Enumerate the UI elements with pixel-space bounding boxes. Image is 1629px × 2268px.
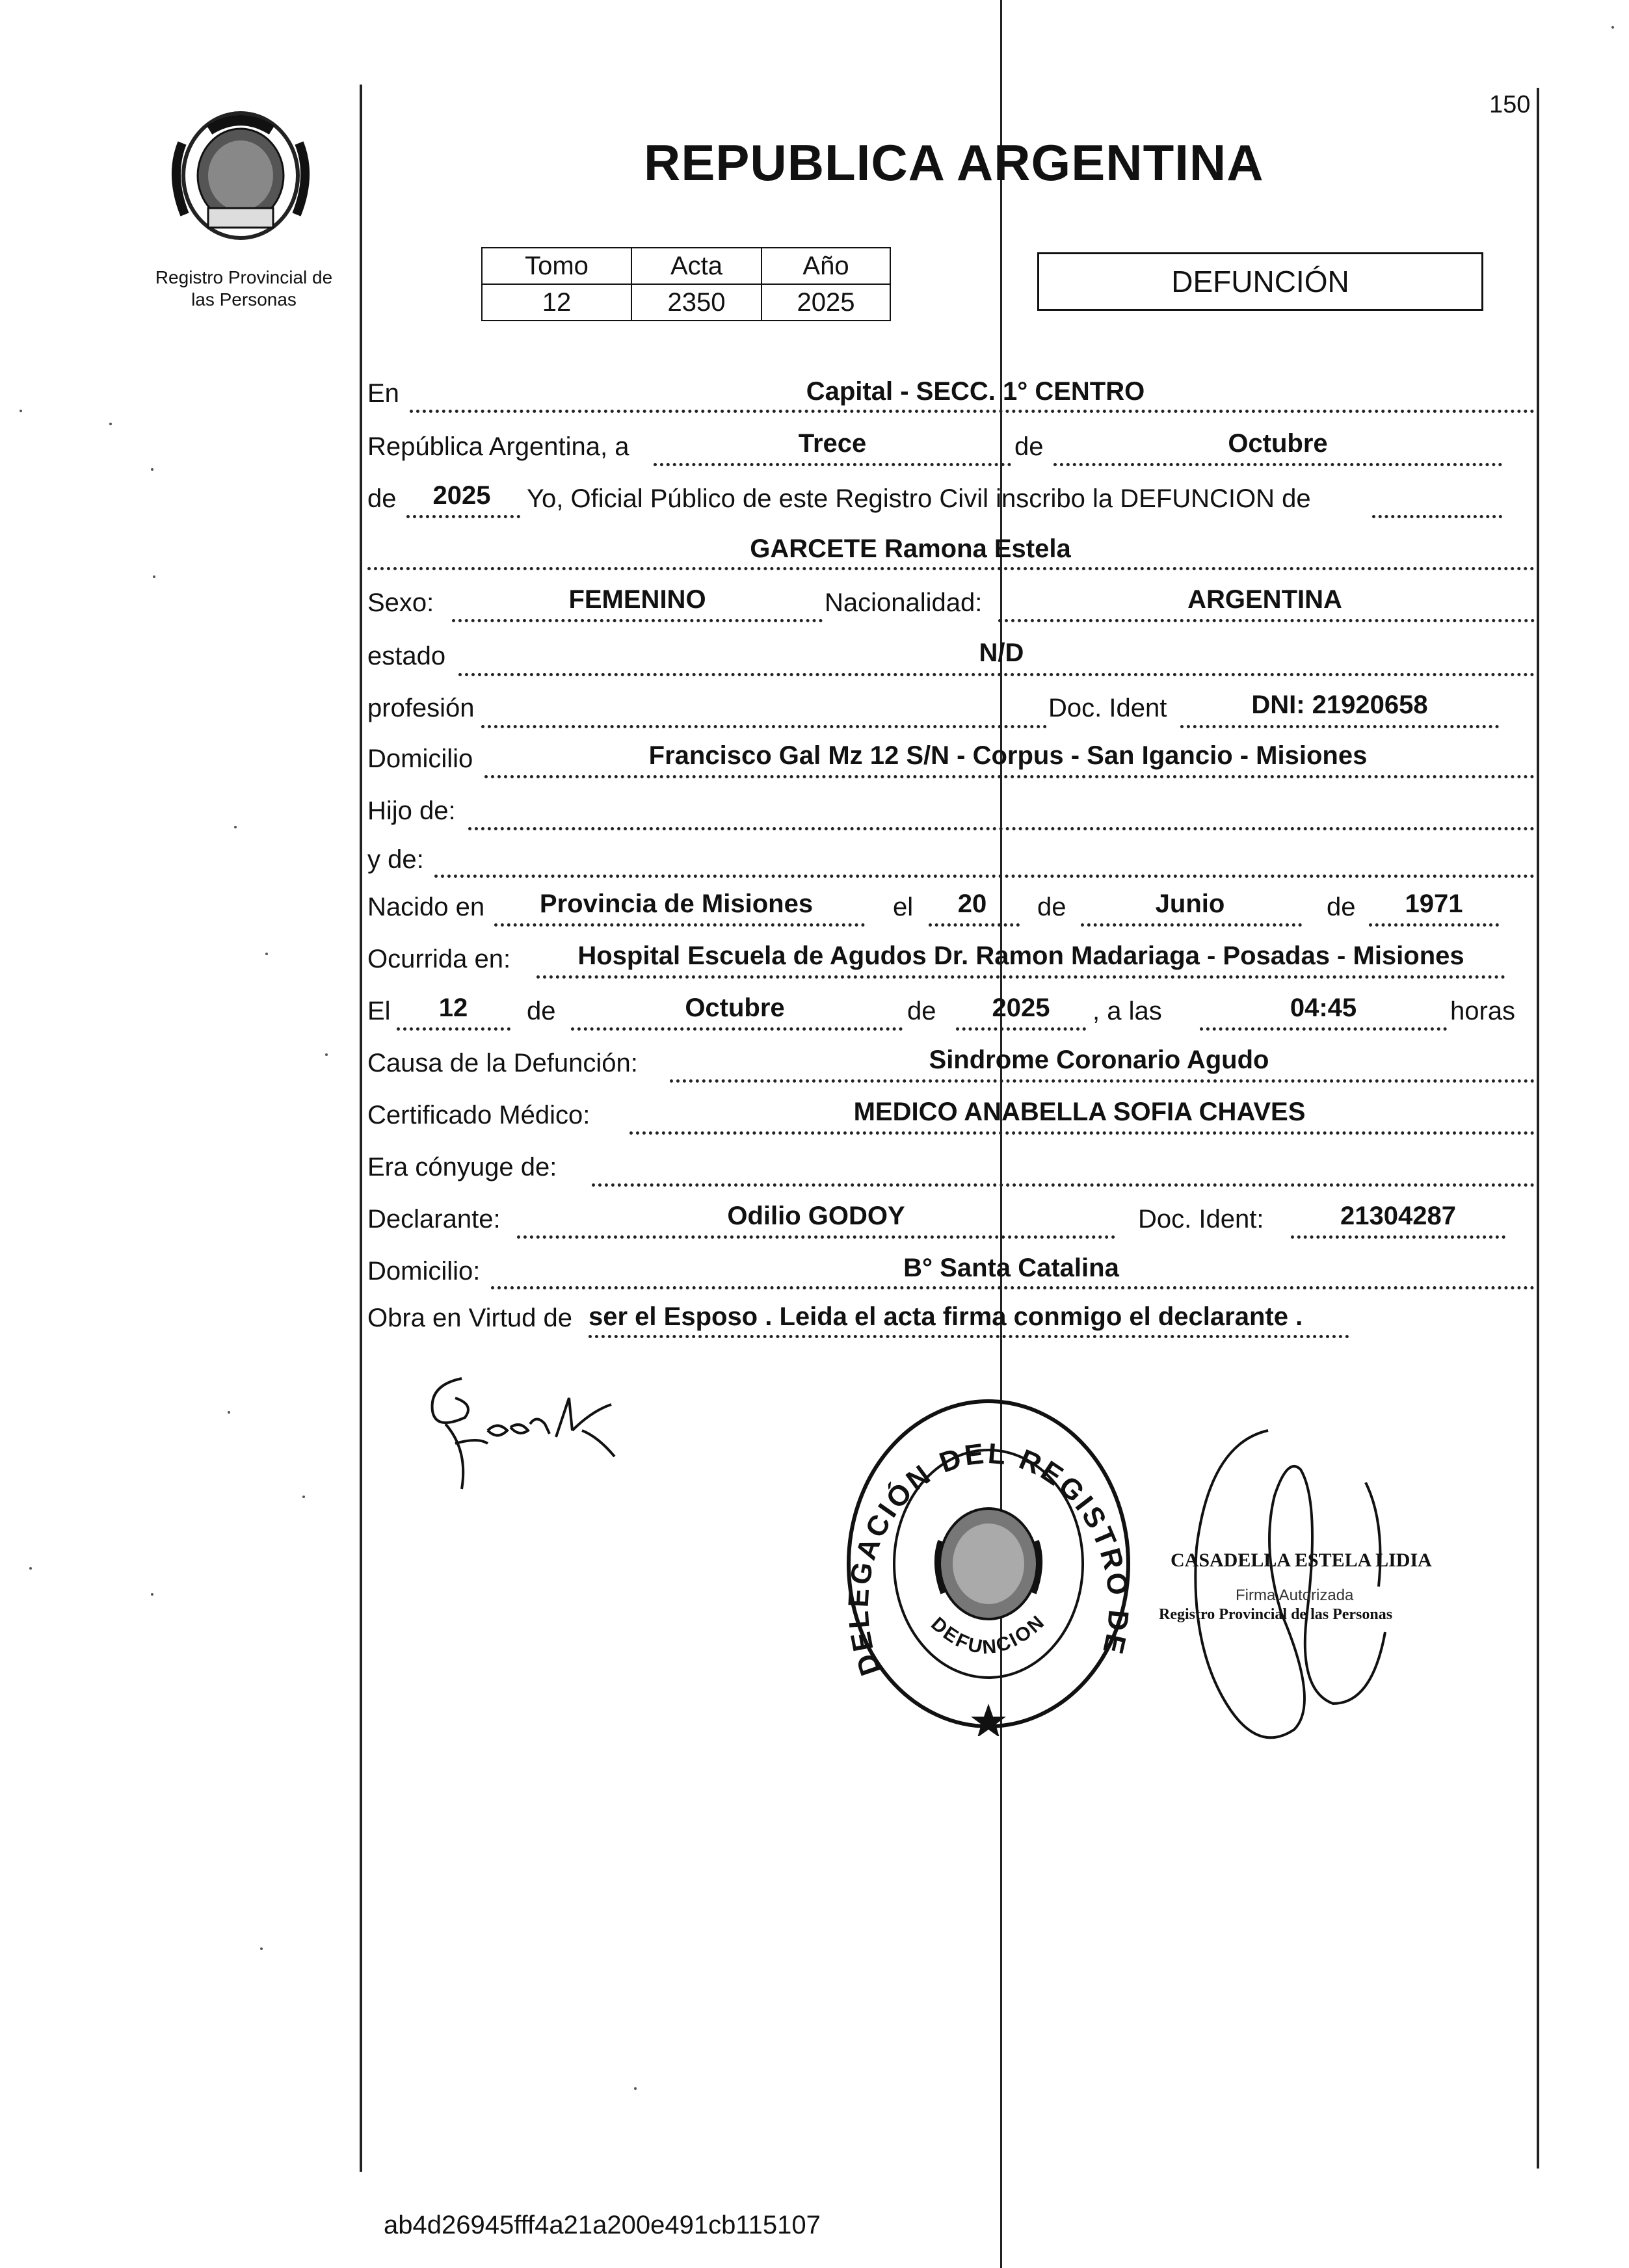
ano-value: 2025 xyxy=(762,284,890,321)
deceased-name: GARCETE Ramona Estela xyxy=(750,534,1071,563)
acta-header: Acta xyxy=(631,248,762,284)
republica-label: República Argentina, a xyxy=(367,432,629,461)
birth-de2: de xyxy=(1327,893,1356,921)
nacido-label: Nacido en xyxy=(367,893,485,921)
death-time-dots xyxy=(1200,1027,1447,1031)
scan-speck xyxy=(265,953,268,955)
registrar-name: CASADELLA ESTELA LIDIA xyxy=(1171,1549,1432,1571)
doc-ident-dots xyxy=(1180,725,1499,728)
right-margin-line xyxy=(1537,88,1539,2169)
domicilio-dots xyxy=(484,775,1535,778)
certificado-dots xyxy=(629,1131,1535,1135)
month-value: Octubre xyxy=(1228,429,1328,458)
name-dots xyxy=(367,567,1535,570)
scan-speck xyxy=(325,1053,328,1056)
scan-speck xyxy=(228,1411,230,1414)
en-label: En xyxy=(367,379,399,408)
hijo-label: Hijo de: xyxy=(367,797,456,825)
scan-speck xyxy=(29,1567,32,1570)
domicilio-label: Domicilio xyxy=(367,745,473,773)
birth-month: Junio xyxy=(1155,890,1225,918)
decl-doc-label: Doc. Ident: xyxy=(1138,1205,1264,1233)
scan-speck xyxy=(634,2087,637,2090)
scan-speck xyxy=(153,575,155,578)
death-day: 12 xyxy=(438,994,468,1022)
death-year: 2025 xyxy=(992,994,1050,1022)
declarante-dots xyxy=(517,1235,1115,1239)
day-words: Trece xyxy=(798,429,867,458)
year-value: 2025 xyxy=(432,481,491,510)
birth-year-dots xyxy=(1369,923,1499,927)
doc-ident-value: DNI: 21920658 xyxy=(1251,691,1428,719)
month-dots xyxy=(1053,463,1502,466)
registry-label-line2: las Personas xyxy=(191,289,297,310)
scan-speck xyxy=(109,423,112,425)
death-de1: de xyxy=(527,997,556,1025)
estado-label: estado xyxy=(367,642,446,670)
scan-speck xyxy=(302,1496,305,1498)
birth-de1: de xyxy=(1037,893,1066,921)
oficial-dots xyxy=(1372,515,1502,518)
domicilio2-value: B° Santa Catalina xyxy=(903,1254,1119,1282)
death-time: 04:45 xyxy=(1290,994,1357,1022)
en-value: Capital - SECC. 1° CENTRO xyxy=(806,377,1145,406)
scan-speck xyxy=(151,1593,153,1596)
nacionalidad-label: Nacionalidad: xyxy=(825,588,983,617)
scan-speck xyxy=(151,468,153,471)
scan-speck xyxy=(234,826,237,828)
scan-speck xyxy=(1611,26,1614,29)
death-year-dots xyxy=(956,1027,1086,1031)
decl-doc-value: 21304287 xyxy=(1340,1202,1456,1230)
registrar-office: Registro Provincial de las Personas xyxy=(1159,1606,1393,1623)
day-dots xyxy=(654,463,1011,466)
ano-header: Año xyxy=(762,248,890,284)
doc-type-box: DEFUNCIÓN xyxy=(1037,252,1483,311)
estado-dots xyxy=(458,673,1535,676)
el2-label: El xyxy=(367,997,391,1025)
obra-value: ser el Esposo . Leida el acta firma conmigo el declarante . xyxy=(589,1302,1303,1331)
nacionalidad-value: ARGENTINA xyxy=(1187,585,1342,614)
death-month: Octubre xyxy=(685,994,785,1022)
domicilio2-label: Domicilio: xyxy=(367,1257,481,1286)
birth-year: 1971 xyxy=(1405,890,1463,918)
province-seal-logo xyxy=(163,104,319,247)
death-de2: de xyxy=(907,997,936,1025)
yde-dots xyxy=(434,875,1535,878)
hijo-dots xyxy=(468,827,1535,830)
causa-value: Sindrome Coronario Agudo xyxy=(929,1046,1269,1074)
yde-label: y de: xyxy=(367,845,424,874)
page-title: REPUBLICA ARGENTINA xyxy=(644,134,1264,191)
nacionalidad-dots xyxy=(998,619,1535,622)
ocurrida-value: Hospital Escuela de Agudos Dr. Ramon Madariaga - Posadas - Misiones xyxy=(577,942,1464,970)
stamp-ring-text: DELEGACIÓN DEL REGISTRO DE xyxy=(842,1437,1135,1680)
horas-label: horas xyxy=(1450,997,1516,1025)
sexo-label: Sexo: xyxy=(367,588,434,617)
document-hash: ab4d26945fff4a21a200e491cb115107 xyxy=(384,2211,821,2239)
doc-ident-label: Doc. Ident xyxy=(1048,694,1167,722)
oficial-text: Yo, Oficial Público de este Registro Civil inscribo la DEFUNCION de xyxy=(527,484,1311,513)
domicilio-value: Francisco Gal Mz 12 S/N - Corpus - San Igancio - Misiones xyxy=(648,741,1368,770)
nacido-value: Provincia de Misiones xyxy=(539,890,814,918)
obra-label: Obra en Virtud de xyxy=(367,1304,573,1332)
declarant-signature xyxy=(416,1359,637,1509)
scan-speck xyxy=(20,410,22,412)
year-prefix: de xyxy=(367,484,397,513)
profesion-dots xyxy=(481,725,1047,728)
year-dots xyxy=(406,515,520,518)
nacido-dots xyxy=(494,923,865,927)
conyuge-label: Era cónyuge de: xyxy=(367,1153,557,1181)
stamp-inner-text: DEFUNCION xyxy=(927,1610,1050,1659)
certificado-value: MEDICO ANABELLA SOFIA CHAVES xyxy=(853,1098,1306,1126)
de-label: de xyxy=(1014,432,1044,461)
death-month-dots xyxy=(571,1027,903,1031)
registry-label xyxy=(140,267,348,311)
decl-doc-dots xyxy=(1291,1235,1505,1239)
certificado-label: Certificado Médico: xyxy=(367,1101,590,1129)
death-day-dots xyxy=(397,1027,510,1031)
declarante-label: Declarante: xyxy=(367,1205,501,1233)
registrar-role: Firma Autorizada xyxy=(1236,1587,1354,1604)
registry-label-line1: Registro Provincial de xyxy=(155,267,333,287)
en-dots xyxy=(410,410,1535,413)
birth-month-dots xyxy=(1081,923,1302,927)
el-label: el xyxy=(893,893,914,921)
birth-day: 20 xyxy=(957,890,987,918)
domicilio2-dots xyxy=(491,1286,1535,1289)
left-margin-line xyxy=(360,85,362,2172)
official-stamp xyxy=(842,1398,1135,1736)
page-number: 150 xyxy=(1489,91,1531,118)
profesion-label: profesión xyxy=(367,694,475,722)
a-las-label: , a las xyxy=(1093,997,1162,1025)
ocurrida-dots xyxy=(536,975,1505,979)
birth-day-dots xyxy=(929,923,1020,927)
causa-dots xyxy=(670,1079,1535,1083)
scan-speck xyxy=(260,1947,263,1950)
estado-value: N/D xyxy=(979,639,1024,667)
tomo-header: Tomo xyxy=(482,248,631,284)
acta-value: 2350 xyxy=(631,284,762,321)
sexo-dots xyxy=(452,619,823,622)
obra-dots xyxy=(589,1335,1349,1338)
ocurrida-label: Ocurrida en: xyxy=(367,945,511,973)
declarante-value: Odilio GODOY xyxy=(727,1202,905,1230)
causa-label: Causa de la Defunción: xyxy=(367,1049,638,1077)
record-table xyxy=(481,247,891,321)
conyuge-dots xyxy=(592,1183,1535,1187)
tomo-value: 12 xyxy=(482,284,631,321)
sexo-value: FEMENINO xyxy=(568,585,706,614)
